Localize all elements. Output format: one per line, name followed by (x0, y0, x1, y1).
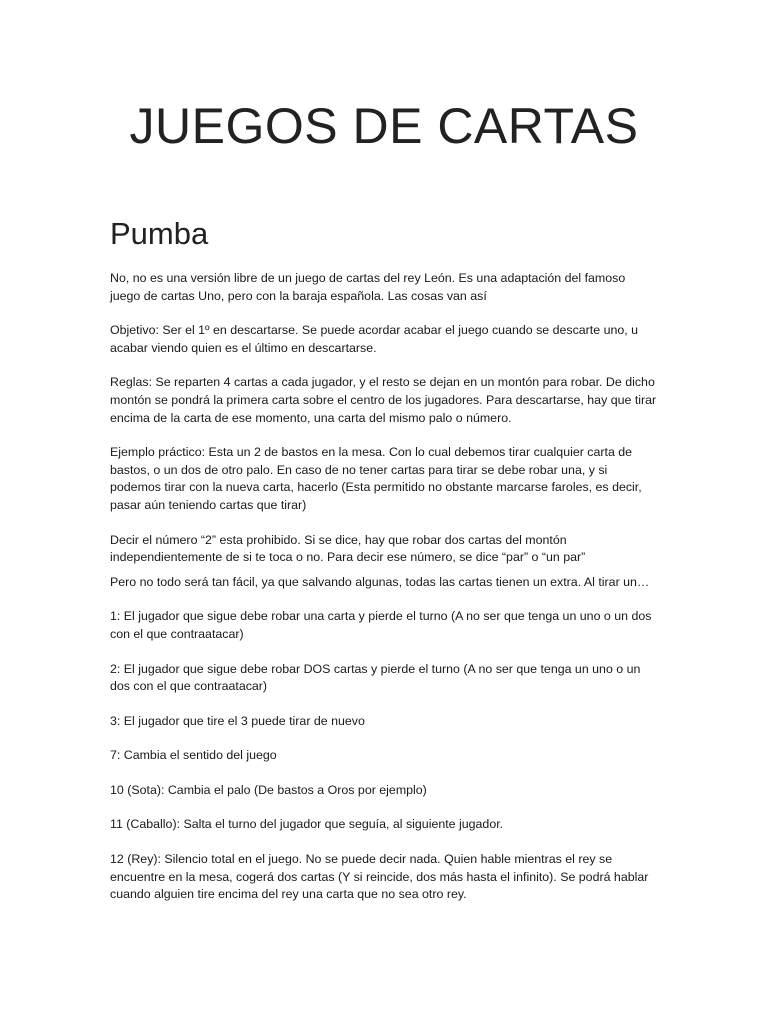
paragraph-numero-dos: Decir el número “2” esta prohibido. Si se dice, hay que robar dos cartas del montón independientemente de si te toca o no. Para decir ese número, se dice “par” o “un par” (110, 532, 586, 565)
paragraph-objetivo: Objetivo: Ser el 1º en descartarse. Se puede acordar acabar el juego cuando se descarte uno, u acabar viendo quien es el último en descartarse. (110, 323, 639, 355)
rule-item-1: 1: El jugador que sigue debe robar una carta y pierde el turno (A no ser que tenga un uno o un dos con el que contraatacar) (110, 609, 652, 641)
paragraph-list (110, 270, 658, 904)
rule-item-caballo: 11 (Caballo): Salta el turno del jugador que seguía, al siguiente jugador. (110, 817, 504, 832)
paragraph-reglas: Reglas: Se reparten 4 cartas a cada jugador, y el resto se dejan en un montón para robar. De dicho montón se pondrá la primera carta sobre el centro de los jugadores. Para descartarse, hay que tirar encima de la carta de ese momento, una carta del mismo palo o número. (110, 375, 657, 425)
document-title: JUEGOS DE CARTAS (129, 98, 639, 154)
rule-item-7: 7: Cambia el sentido del juego (110, 748, 277, 763)
paragraph-ejemplo: Ejemplo práctico: Esta un 2 de bastos en la mesa. Con lo cual debemos tirar cualquier carta de bastos, o un dos de otro palo. En caso de no tener cartas para tirar se debe robar una, y si podemos tirar con la nueva carta, hacerlo (Esta permitido no obstante marcarse faroles, es decir, pasar aún teniendo cartas que tirar) (110, 445, 642, 512)
rule-item-2: 2: El jugador que sigue debe robar DOS cartas y pierde el turno (A no ser que tenga un uno o un dos con el que contraatacar) (110, 661, 641, 694)
paragraph-extras-intro: Pero no todo será tan fácil, ya que salvando algunas, todas las cartas tienen un extra. Al tirar un… (110, 574, 650, 589)
rule-item-3: 3: El jugador que tire el 3 puede tirar de nuevo (110, 713, 365, 728)
section-heading: Pumba (110, 216, 209, 251)
rule-item-rey: 12 (Rey): Silencio total en el juego. No se puede decir nada. Quien hable mientras el rey se encuentre en la mesa, cogerá dos cartas (Y si reincide, dos más hasta el infinito). Se podrá hablar cuando alguien tire encima del rey una carta que no sea otro rey. (110, 852, 649, 902)
paragraph-intro: No, no es una versión libre de un juego de cartas del rey León. Es una adaptación del famoso juego de cartas Uno, pero con la baraja española. Las cosas van así (110, 271, 626, 303)
rule-item-sota: 10 (Sota): Cambia el palo (De bastos a Oros por ejemplo) (110, 782, 427, 797)
